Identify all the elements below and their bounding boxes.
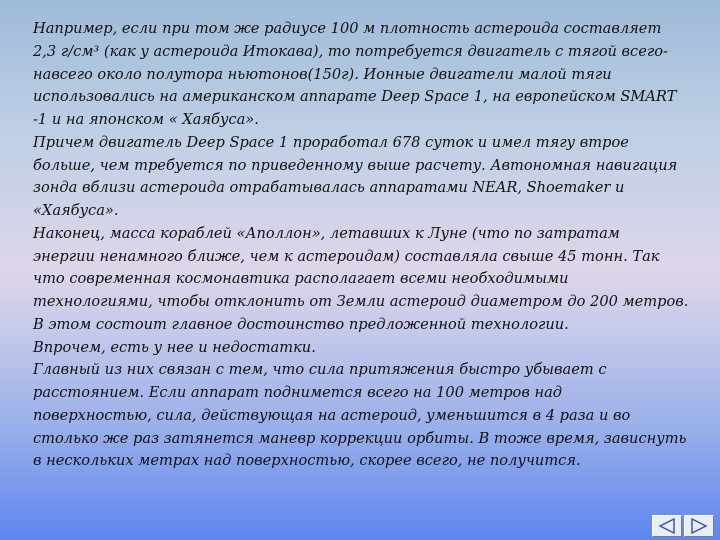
text-line: больше, чем требуется по приведенному выше расчету. Автономная навигация <box>33 156 678 174</box>
text-line: «Хаябуса». <box>33 202 119 219</box>
text-line: Впрочем, есть у нее и недостатки. <box>33 338 316 356</box>
text-line: энергии ненамного ближе, чем к астероидам) составляла свыше 45 тонн. Так <box>33 247 660 265</box>
text-line: Наконец, масса кораблей «Аполлон», летавших к Луне (что по затратам <box>33 224 620 242</box>
text-line: навсего около полутора ньютонов(150г). Ионные двигатели малой тяги <box>33 65 612 83</box>
text-line: поверхностью, сила, действующая на астероид, уменьшится в 4 раза и во <box>33 406 631 424</box>
slide-navigation <box>650 515 714 537</box>
text-line: что современная космонавтика располагает всеми необходимыми <box>33 270 569 288</box>
next-slide-icon <box>689 518 709 534</box>
slide-body-text <box>33 18 705 473</box>
text-line: зонда вблизи астероида отрабатывалась аппаратами NEAR, Shoemaker и <box>33 179 625 197</box>
previous-slide-button[interactable] <box>652 515 682 537</box>
text-line: 2,3 г/см³ (как у астероида Итокава), то потребуется двигатель с тягой всего- <box>33 42 668 60</box>
text-line: -1 и на японском « Хаябуса». <box>33 111 259 128</box>
next-slide-button[interactable] <box>684 515 714 537</box>
text-line: технологиями, чтобы отклонить от Земли астероид диаметром до 200 метров. <box>33 293 689 310</box>
text-line: использовались на американском аппарате Deep Space 1, на европейском SMART <box>33 88 677 106</box>
text-line: Главный из них связан с тем, что сила притяжения быстро убывает с <box>33 361 607 379</box>
text-line: расстоянием. Если аппарат поднимется всего на 100 метров над <box>33 384 563 401</box>
text-line: Например, если при том же радиусе 100 м плотность астероида составляет <box>33 20 662 37</box>
text-line: В этом состоит главное достоинство предложенной технологии. <box>33 315 569 333</box>
text-line: Причем двигатель Deep Space 1 проработал 678 суток и имел тягу втрое <box>33 133 629 151</box>
text-line: столько же раз затянется маневр коррекции орбиты. В тоже время, зависнуть <box>33 429 687 447</box>
previous-slide-icon <box>657 518 677 534</box>
text-line: в нескольких метрах над поверхностью, скорее всего, не получится. <box>33 452 581 470</box>
